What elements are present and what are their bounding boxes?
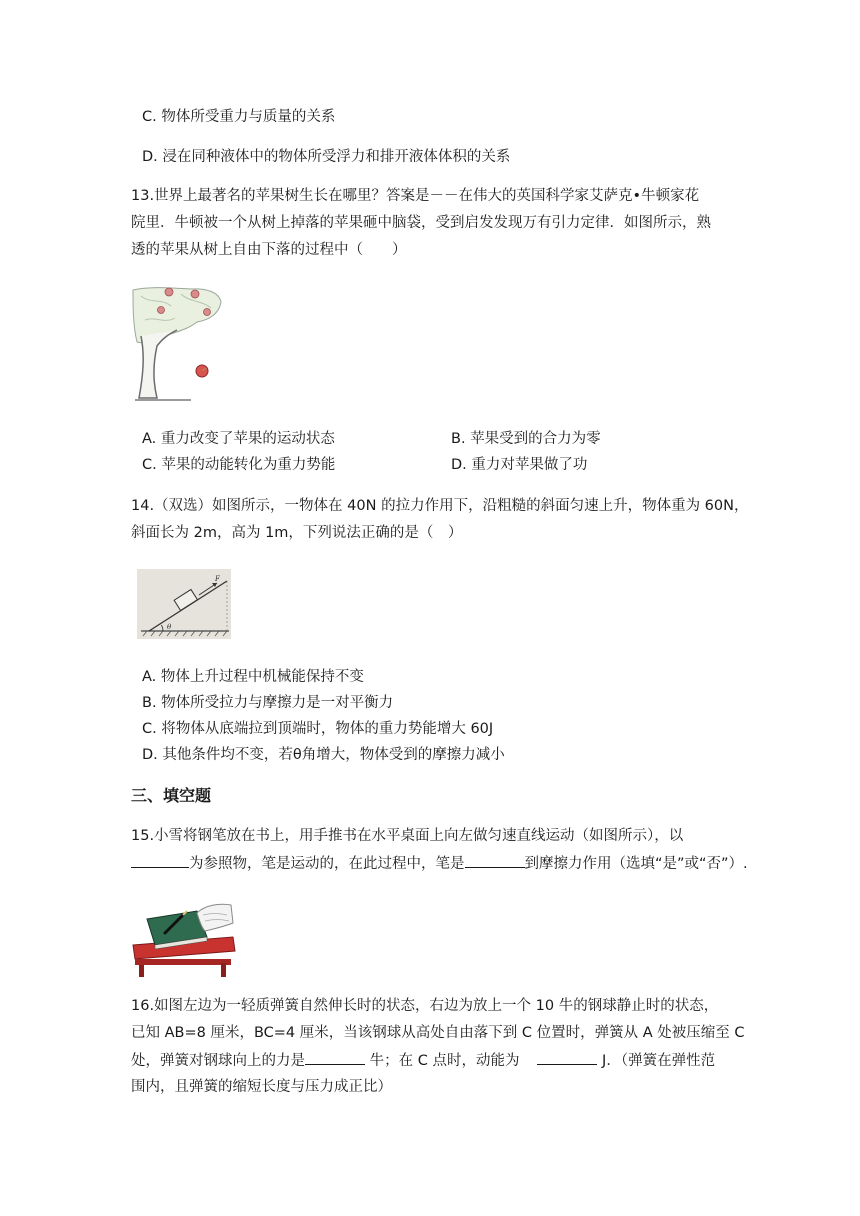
q16-text-line3 xyxy=(131,1050,715,1071)
q13-option-c: C. 苹果的动能转化为重力势能 xyxy=(142,457,336,473)
q16-text-line2: 已知 AB=8 厘米，BC=4 厘米，当该钢球从高处自由落下到 C 位置时，弹簧从 A 处被压缩至 C xyxy=(131,1025,745,1041)
q13-option-b: B. 苹果受到的合力为零 xyxy=(451,431,601,447)
book-pen-figure xyxy=(131,893,237,977)
incline-label-theta: θ xyxy=(167,623,172,631)
q13-text-line2: 院里．牛顿被一个从树上掉落的苹果砸中脑袋，受到启发发现万有引力定律．如图所示，熟 xyxy=(131,215,711,231)
section-heading: 三、填空题 xyxy=(131,786,212,805)
q13-option-d: D. 重力对苹果做了功 xyxy=(451,457,588,473)
q14-option-b: B. 物体所受拉力与摩擦力是一对平衡力 xyxy=(142,695,394,711)
q15-text-line1: 15.小雪将钢笔放在书上，用手推书在水平桌面上向左做匀速直线运动（如图所示），以 xyxy=(131,828,684,844)
q15-blank-2[interactable] xyxy=(465,853,525,868)
q16-text-b: 牛；在 C 点时，动能为 xyxy=(365,1053,520,1069)
q12-option-d: D. 浸在同种液体中的物体所受浮力和排开液体体积的关系 xyxy=(142,149,511,165)
q13-text-line3: 透的苹果从树上自由下落的过程中（ ） xyxy=(131,242,407,258)
incline-figure xyxy=(137,569,231,639)
q16-blank-1[interactable] xyxy=(305,1050,365,1065)
q16-text-line4: 围内，且弹簧的缩短长度与压力成正比） xyxy=(131,1079,392,1095)
q13-text-line1: 13.世界上最著名的苹果树生长在哪里？答案是－－在伟大的英国科学家艾萨克•牛顿家花 xyxy=(131,188,700,204)
q14-option-c: C. 将物体从底端拉到顶端时，物体的重力势能增大 60J xyxy=(142,721,494,737)
q13-option-a: A. 重力改变了苹果的运动状态 xyxy=(142,431,335,447)
q15-blank-1[interactable] xyxy=(131,853,189,868)
apple-tree-figure xyxy=(131,286,223,406)
q14-text-line1: 14.（双选）如图所示，一物体在 40N 的拉力作用下，沿粗糙的斜面匀速上升，物体重为 60N， xyxy=(131,498,749,514)
q12-option-c: C. 物体所受重力与质量的关系 xyxy=(142,109,336,125)
q14-option-d: D. 其他条件均不变，若θ角增大，物体受到的摩擦力减小 xyxy=(142,747,505,763)
q15-text-line2 xyxy=(131,853,748,874)
q16-blank-2[interactable] xyxy=(537,1050,597,1065)
q15-text-a: 为参照物，笔是运动的，在此过程中，笔是 xyxy=(189,856,465,872)
q16-text-a: 处，弹簧对钢球向上的力是 xyxy=(131,1053,305,1069)
q15-text-b: 到摩擦力作用（选填“是”或“否”）. xyxy=(524,856,748,872)
incline-label-f: F xyxy=(215,575,220,583)
q14-text-line2: 斜面长为 2m，高为 1m，下列说法正确的是（ ） xyxy=(131,525,463,541)
q16-text-line1: 16.如图左边为一轻质弹簧自然伸长时的状态，右边为放上一个 10 牛的钢球静止时的状态， xyxy=(131,998,719,1014)
q14-option-a: A. 物体上升过程中机械能保持不变 xyxy=(142,669,364,685)
q16-text-c: J．（弹簧在弹性范 xyxy=(597,1053,716,1069)
